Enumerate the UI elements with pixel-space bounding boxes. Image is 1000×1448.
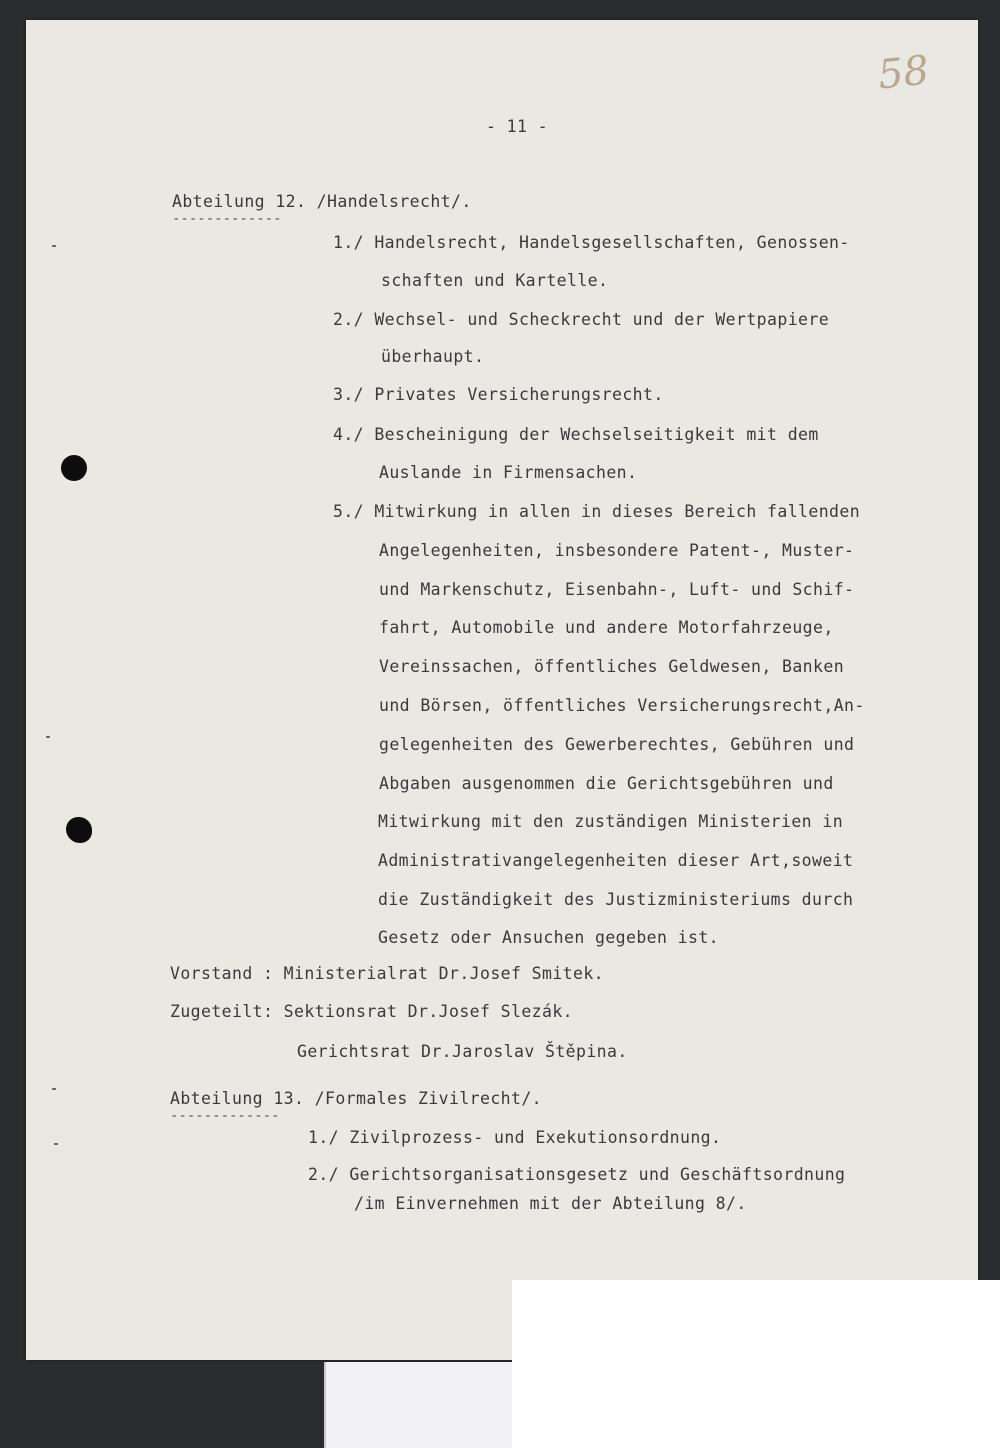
item-5-line-9: Mitwirkung mit den zuständigen Ministerien in — [378, 812, 844, 831]
margin-mark — [52, 1088, 56, 1090]
document-page — [26, 20, 978, 1360]
item-2-line-2: überhaupt. — [381, 347, 485, 366]
item-1-line-2: schaften und Kartelle. — [381, 271, 609, 290]
folio-number: 58 — [875, 47, 932, 99]
item-5-line-10: Administrativangelegenheiten dieser Art,soweit — [378, 851, 854, 870]
item-4-line-2: Auslande in Firmensachen. — [379, 463, 638, 482]
item-2-line-1: 2./ Wechsel- und Scheckrecht und der Wertpapiere — [333, 310, 830, 329]
item-5-line-4: fahrt, Automobile und andere Motorfahrzeuge, — [379, 618, 834, 637]
item-5-line-1: 5./ Mitwirkung in allen in dieses Bereich fallenden — [333, 502, 861, 521]
zugeteilt-line: Zugeteilt: Sektionsrat Dr.Josef Slezák. — [170, 1002, 574, 1021]
margin-mark — [46, 736, 50, 738]
item-1-line-1: 1./ Handelsrecht, Handelsgesellschaften, Genossen- — [333, 233, 850, 252]
page-number: - 11 - — [486, 117, 549, 136]
item-4-line-1: 4./ Bescheinigung der Wechselseitigkeit mit dem — [333, 425, 819, 444]
item-5-line-12: Gesetz oder Ansuchen gegeben ist. — [378, 928, 720, 947]
section-12-heading: Abteilung 12. /Handelsrecht/. — [172, 192, 472, 211]
punch-hole-lower — [66, 817, 92, 843]
item-5-line-6: und Börsen, öffentliches Versicherungsrecht,An- — [379, 696, 865, 715]
item-5-line-7: gelegenheiten des Gewerberechtes, Gebühren und — [379, 735, 855, 754]
vorstand-line: Vorstand : Ministerialrat Dr.Josef Smitek. — [170, 964, 605, 983]
reference-card — [324, 1362, 514, 1448]
margin-mark — [52, 245, 56, 247]
zugeteilt-line-2: Gerichtsrat Dr.Jaroslav Štěpina. — [297, 1042, 628, 1061]
margin-mark — [54, 1143, 58, 1145]
item-5-line-2: Angelegenheiten, insbesondere Patent-, Muster- — [379, 541, 855, 560]
item-5-line-5: Vereinssachen, öffentliches Geldwesen, Banken — [379, 657, 845, 676]
section-13-underline: ------------- — [170, 1111, 280, 1121]
item-3-line-1: 3./ Privates Versicherungsrecht. — [333, 385, 664, 404]
section-13-heading: Abteilung 13. /Formales Zivilrecht/. — [170, 1089, 543, 1108]
item-5-line-8: Abgaben ausgenommen die Gerichtsgebühren und — [379, 774, 834, 793]
item-5-line-11: die Zuständigkeit des Justizministeriums durch — [378, 890, 854, 909]
item-5-line-3: und Markenschutz, Eisenbahn-, Luft- und Schif- — [379, 580, 855, 599]
punch-hole-upper — [61, 455, 87, 481]
redaction-block — [512, 1280, 1000, 1448]
section-12-underline: ------------- — [172, 214, 282, 224]
section-13-item-2-line-2: /im Einvernehmen mit der Abteilung 8/. — [354, 1194, 747, 1213]
section-13-item-1: 1./ Zivilprozess- und Exekutionsordnung. — [308, 1128, 722, 1147]
section-13-item-2-line-1: 2./ Gerichtsorganisationsgesetz und Geschäftsordnung — [308, 1165, 846, 1184]
